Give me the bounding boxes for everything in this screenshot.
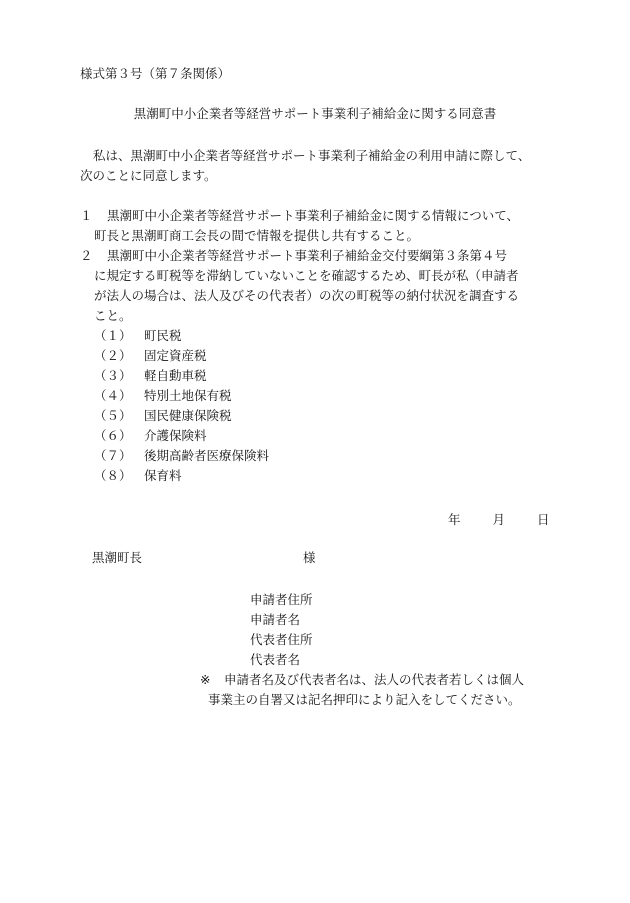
document-title: 黒潮町中小企業者等経営サポート事業利子補給金に関する同意書 [133, 106, 497, 121]
representative-name-label: 代表者名 [250, 652, 301, 667]
list-item-label: 軽自動車税 [144, 368, 207, 383]
item-text-line: に規定する町税等を滞納していないことを確認するため、町長が私（申請者 [94, 268, 519, 283]
list-item-number: （６） [94, 428, 132, 443]
date-month-label: 月 [492, 512, 506, 527]
item-text-line: 黒潮町中小企業者等経営サポート事業利子補給金交付要綱第３条第４号 [107, 248, 508, 263]
signature-note [200, 670, 524, 710]
list-item-number: （４） [94, 388, 132, 403]
item-number: ２ [80, 248, 93, 263]
intro-paragraph [80, 146, 560, 186]
date-day-label: 日 [537, 512, 550, 527]
list-item-number: （８） [94, 468, 132, 483]
list-item-label: 国民健康保険税 [144, 408, 232, 423]
item-text-line: が法人の場合は、法人及びその代表者）の次の町税等の納付状況を調査する [94, 288, 520, 303]
date-year-label: 年 [448, 512, 461, 527]
note-line-2: 事業主の自署又は記名押印により記入をしてください。 [208, 692, 521, 707]
applicant-address-label: 申請者住所 [250, 592, 313, 607]
list-item-label: 町民税 [144, 328, 182, 343]
intro-line-1: 私は、黒潮町中小企業者等経営サポート事業利子補給金の利用申請に際して、 [93, 148, 531, 163]
applicant-name-label: 申請者名 [250, 612, 301, 627]
list-item-label: 後期高齢者医療保険料 [144, 448, 270, 463]
item-text-line: 黒潮町中小企業者等経営サポート事業利子補給金に関する情報について、 [107, 208, 520, 223]
applicant-block [250, 590, 313, 670]
list-item-number: （５） [94, 408, 132, 423]
list-item-number: （２） [94, 348, 132, 363]
date-line [448, 510, 550, 530]
list-item-label: 特別土地保有税 [144, 388, 232, 403]
list-item-number: （３） [94, 368, 132, 383]
list-item-label: 固定資産税 [144, 348, 207, 363]
list-item-label: 保育料 [144, 468, 182, 483]
list-item-number: （１） [94, 328, 132, 343]
note-line-1: 申請者名及び代表者名は、法人の代表者若しくは個人 [224, 672, 525, 687]
note-mark: ※ [200, 672, 211, 687]
intro-line-2: 次のことに同意します。 [80, 168, 217, 183]
list-item-number: （７） [94, 448, 132, 463]
item-text-line: 町長と黒潮町商工会長の間で情報を提供し共有すること。 [94, 228, 420, 243]
form-number: 様式第３号（第７条関係） [80, 66, 231, 81]
representative-address-label: 代表者住所 [250, 632, 313, 647]
addressee-honorific: 様 [303, 550, 316, 565]
list-item-label: 介護保険料 [144, 428, 207, 443]
item-text-line: こと。 [94, 308, 132, 323]
item-number: １ [80, 208, 93, 223]
addressee: 黒潮町長 [92, 550, 143, 565]
